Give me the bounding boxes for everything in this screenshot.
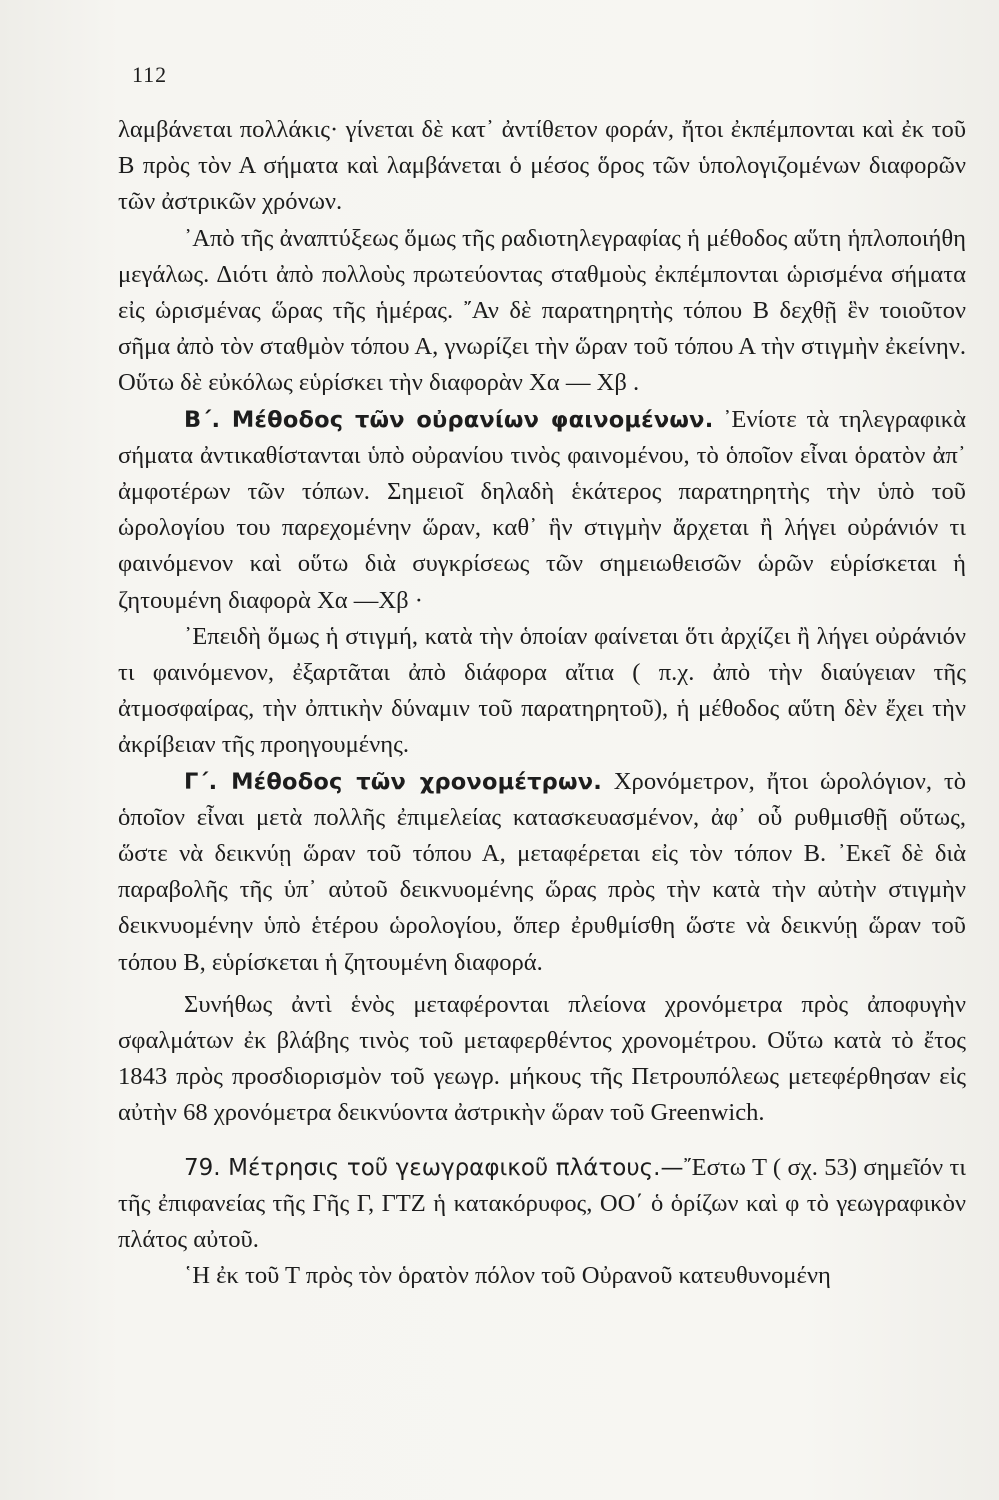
article-79 (118, 1150, 966, 1259)
section-b-heading: Β΄. Μέθοδος τῶν οὐρανίων φαινομένων. (184, 406, 714, 433)
paragraph-1: λαμβάνεται πολλάκις· γίνεται δὲ κατ᾿ ἀντίθετον φοράν, ἤτοι ἐκπέμπονται καὶ ἐκ τοῦ Β πρὸς τὸν Α σήματα καὶ λαμβάνεται ὁ μέσος ὅρος τῶν ὑπολογιζομένων διαφορῶν τῶν ἀστρικῶν χρόνων. (118, 116, 966, 216)
paragraph-2-formula: Xα — Xβ . (529, 369, 640, 397)
article-79-text: ῎Εστω Τ ( σχ. 53) σημεῖόν τι τῆς ἐπιφανείας τῆς Γῆς Γ, ΓΤΖ ἡ κατακόρυφος, ΟΟ΄ ὁ ὁρίζων καὶ φ τὸ γεωγραφικὸν πλάτος αὐτοῦ. (118, 1153, 966, 1254)
paragraph-2 (118, 221, 966, 402)
section-b (118, 402, 966, 619)
paragraph-8: ῾Η ἐκ τοῦ Τ πρὸς τὸν ὁρατὸν πόλον τοῦ Οὐρανοῦ κατευθυνομένη (184, 1262, 831, 1290)
body-text (118, 112, 966, 1295)
paragraph-6: Συνήθως ἀντὶ ἑνὸς μεταφέρονται πλείονα χρονόμετρα πρὸς ἀποφυγὴν σφαλμάτων ἐκ βλάβης τινὸς τοῦ μεταφερθέντος χρονομέτρου. Οὕτω κατὰ τὸ ἔτος 1843 πρὸς προσδιορισμὸν τοῦ γεωγρ. μήκους τῆς Πετρουπόλεως μετεφέρθησαν εἰς αὐτὴν 68 χρονόμετρα δεικνύοντα ἀστρικὴν ὥραν τοῦ Greenwich. (118, 990, 966, 1127)
section-c-text: Χρονόμετρον, ἤτοι ὡρολόγιον, τὸ ὁποῖον εἶναι μετὰ πολλῆς ἐπιμελείας κατασκευασμένον, ἀφ᾿ οὗ ρυθμισθῇ οὕτως, ὥστε νὰ δεικνύῃ ὥραν τοῦ τόπου Α, μεταφέρεται εἰς τὸν τόπον Β. ᾿Εκεῖ δὲ διὰ παραβολῆς τῆς ὑπ᾿ αὐτοῦ δεικνυομένης ὥρας πρὸς τὴν κατὰ τὴν αὐτὴν στιγμὴν δεικνυομένην ὑπὸ ἑτέρου ὡρολογίου, ὅπερ ἐρυθμίσθη ὥστε νὰ δεικνύῃ ὥραν τοῦ τόπου Β, εὑρίσκεται ἡ ζητουμένη διαφορά. (118, 767, 967, 976)
section-c-heading: Γ΄. Μέθοδος τῶν χρονομέτρων. (184, 768, 602, 795)
section-c (118, 764, 966, 981)
section-b-text: ᾿Ενίοτε τὰ τηλεγραφικὰ σήματα ἀντικαθίστανται ὑπὸ οὐρανίου τινὸς φαινομένου, τὸ ὁποῖον εἶναι ὁρατὸν ἀπ᾿ ἀμφοτέρων τῶν τόπων. Σημειοῖ δηλαδὴ ἑκάτερος παρατηρητὴς τὴν ὑπὸ τοῦ ὡρολογίου του παρεχομένην ὥραν, καθ᾿ ἣν στιγμὴν ἄρχεται ἢ λήγει οὐράνιόν τι φαινόμενον καὶ οὕτω διὰ συγκρίσεως τῶν σημειωθεισῶν ὡρῶν εὑρίσκεται ἡ ζητουμένη διαφορὰ (118, 405, 966, 614)
article-79-heading: 79. Μέτρησις τοῦ γεωγραφικοῦ πλάτους.— (184, 1154, 684, 1181)
paragraph-4: ᾿Επειδὴ ὅμως ἡ στιγμή, κατὰ τὴν ὁποίαν φαίνεται ὅτι ἀρχίζει ἢ λήγει οὐράνιόν τι φαινόμενον, ἐξαρτᾶται ἀπὸ διάφορα αἴτια ( π.χ. ἀπὸ τὴν διαύγειαν τῆς ἀτμοσφαίρας, τὴν ὀπτικὴν δύναμιν τοῦ παρατηρητοῦ), ἡ μέθοδος αὕτη δὲν ἔχει τὴν ἀκρίβειαν τῆς προηγουμένης. (118, 622, 966, 759)
paragraph-2-text: ᾿Απὸ τῆς ἀναπτύξεως ὅμως τῆς ραδιοτηλεγραφίας ἡ μέθοδος αὕτη ἡπλοποιήθη μεγάλως. Διότι ἀπὸ πολλοὺς πρωτεύοντας σταθμοὺς ἐκπέμπονται ὡρισμένα σήματα εἰς ὡρισμένας ὥρας τῆς ἡμέρας. ῎Αν δὲ παρατηρητὴς τόπου Β δεχθῇ ἓν τοιοῦτον σῆμα ἀπὸ τὸν σταθμὸν τόπου Α, γνωρίζει τὴν ὥραν τοῦ τόπου Α τὴν στιγμὴν ἐκείνην. Οὕτω δὲ εὐκόλως εὑρίσκει τὴν διαφορὰν (118, 224, 966, 397)
section-b-formula: Xα —Xβ · (316, 586, 423, 614)
page-number: 112 (132, 62, 168, 87)
